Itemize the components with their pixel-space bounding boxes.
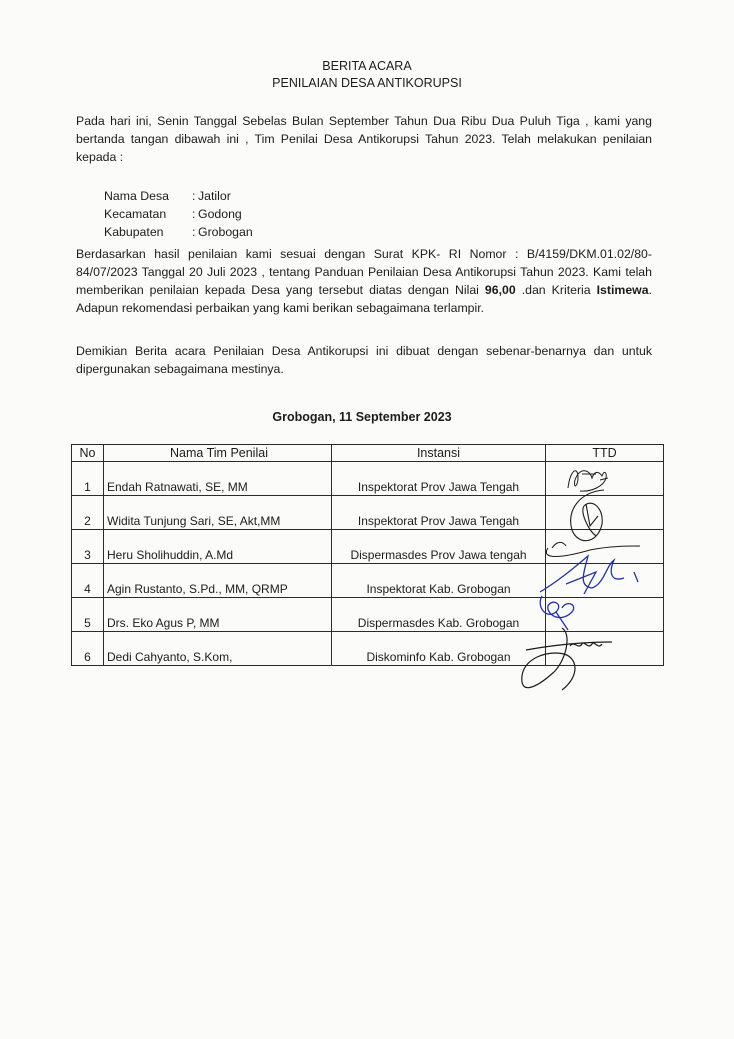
document-title: BERITA ACARA	[322, 59, 412, 73]
assessor-name: Widita Tunjung Sari, SE, Akt,MM	[104, 496, 332, 530]
assessor-name: Dedi Cahyanto, S.Kom,	[104, 632, 332, 666]
place-date: Grobogan, 11 September 2023	[272, 410, 452, 424]
identity-label: Nama Desa	[104, 189, 169, 203]
assessor-name: Agin Rustanto, S.Pd., MM, QRMP	[104, 564, 332, 598]
row-number: 2	[72, 496, 104, 530]
assessor-instansi: Diskominfo Kab. Grobogan	[332, 632, 546, 666]
table-row	[72, 564, 664, 598]
assessor-instansi: Dispermasdes Prov Jawa tengah	[332, 530, 546, 564]
table-row	[72, 462, 664, 496]
assessor-instansi: Inspektorat Prov Jawa Tengah	[332, 496, 546, 530]
table-header-row	[72, 445, 664, 462]
row-number: 3	[72, 530, 104, 564]
assessor-table	[71, 444, 664, 666]
identity-row-kecamatan: Kecamatan : Godong	[104, 207, 242, 221]
signature-cell	[546, 530, 664, 564]
signature-cell	[546, 598, 664, 632]
village-identity	[104, 187, 253, 241]
signature-cell	[546, 496, 664, 530]
table-row	[72, 598, 664, 632]
identity-value: Jatilor	[198, 189, 231, 203]
row-number: 6	[72, 632, 104, 666]
identity-row-kabupaten: Kabupaten : Grobogan	[104, 225, 253, 239]
signature-cell	[546, 632, 664, 666]
assessor-name: Drs. Eko Agus P, MM	[104, 598, 332, 632]
row-number: 4	[72, 564, 104, 598]
row-number: 1	[72, 462, 104, 496]
identity-label: Kecamatan	[104, 207, 167, 221]
header-no: No	[72, 445, 104, 462]
identity-value: Godong	[198, 207, 242, 221]
signature-cell	[546, 462, 664, 496]
criteria-value: Istimewa	[596, 283, 649, 297]
table-row	[72, 632, 664, 666]
header-name: Nama Tim Penilai	[104, 445, 332, 462]
opening-paragraph: Pada hari ini, Senin Tanggal Sebelas Bulan September Tahun Dua Ribu Dua Puluh Tiga , kami yang bertanda tangan dibawah ini , Tim Penilai Desa Antikorupsi Tahun 2023. Telah melakukan penilaian kepada :	[76, 114, 652, 164]
signature-cell	[546, 564, 664, 598]
assessor-name: Endah Ratnawati, SE, MM	[104, 462, 332, 496]
closing-paragraph: Demikian Berita acara Penilaian Desa Antikorupsi ini dibuat dengan sebenar-benarnya dan untuk dipergunakan sebagaimana mestinya.	[76, 344, 652, 376]
assessor-name: Heru Sholihuddin, A.Md	[104, 530, 332, 564]
row-number: 5	[72, 598, 104, 632]
assessor-instansi: Inspektorat Kab. Grobogan	[332, 564, 546, 598]
identity-label: Kabupaten	[104, 225, 164, 239]
assessor-instansi: Dispermasdes Kab. Grobogan	[332, 598, 546, 632]
table-row	[72, 530, 664, 564]
identity-row-desa: Nama Desa : Jatilor	[104, 189, 231, 203]
basis-paragraph: Berdasarkan hasil penilaian kami sesuai dengan Surat KPK- RI Nomor : B/4159/DKM.01.02/80-84/07/2023 Tanggal 20 Juli 2023 , tentang Panduan Penilaian Desa Antikorupsi Tahun 2023. Kami telah memberikan penilaian kepada Desa yang tersebut diatas dengan Nilai 96,00 .dan Kriteria Istimewa. Adapun rekomendasi perbaikan yang kami berikan sebagaimana terlampir.	[76, 247, 653, 315]
identity-value: Grobogan	[198, 225, 253, 239]
header-instansi: Instansi	[332, 445, 546, 462]
assessor-instansi: Inspektorat Prov Jawa Tengah	[332, 462, 546, 496]
document-subtitle: PENILAIAN DESA ANTIKORUPSI	[272, 76, 462, 90]
header-ttd: TTD	[546, 445, 664, 462]
table-row	[72, 496, 664, 530]
score-value: 96,00	[484, 283, 516, 297]
